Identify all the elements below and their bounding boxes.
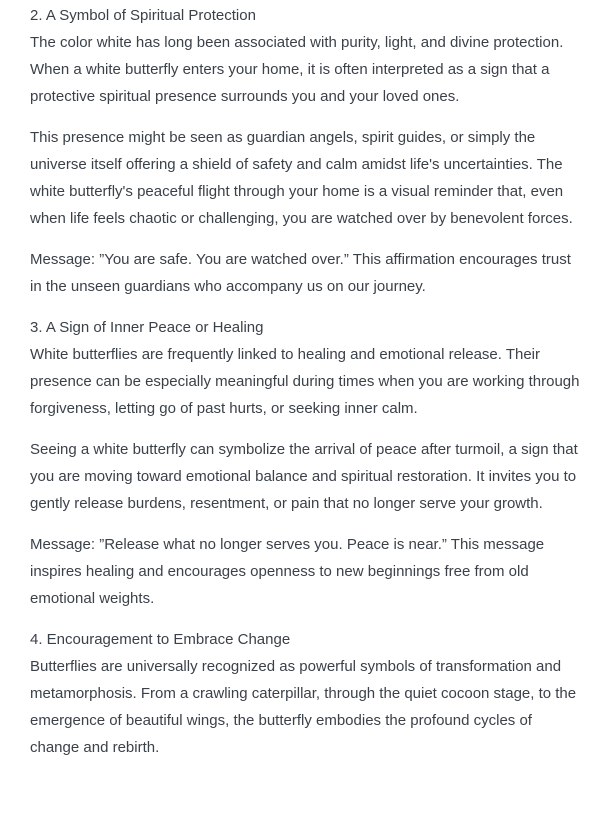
section-heading: 3. A Sign of Inner Peace or Healing [30, 319, 264, 336]
paragraph-message: Message: ”You are safe. You are watched over.” This affirmation encourages trust in the unseen guardians who accompany us on our journey. [30, 251, 571, 295]
section-heading: 2. A Symbol of Spiritual Protection [30, 7, 256, 24]
paragraph: Seeing a white butterfly can symbolize the arrival of peace after turmoil, a sign that you are moving toward emotional balance and spiritual restoration. It invites you to gently release burdens, resentment, or pain that no longer serve your growth. [30, 441, 578, 512]
section-spiritual-protection [30, 2, 580, 300]
paragraph: This presence might be seen as guardian angels, spirit guides, or simply the universe itself offering a shield of safety and calm amidst life's uncertainties. The white butterfly's peaceful flight through your home is a visual reminder that, even when life feels chaotic or challenging, you are watched over by benevolent forces. [30, 129, 573, 227]
paragraph: White butterflies are frequently linked to healing and emotional release. Their presence can be especially meaningful during times when you are working through forgiveness, letting go of past hurts, or seeking inner calm. [30, 346, 580, 417]
paragraph-message: Message: ”Release what no longer serves you. Peace is near.” This message inspires healing and encourages openness to new beginnings free from old emotional weights. [30, 536, 545, 607]
section-inner-peace-healing [30, 314, 580, 612]
paragraph: The color white has long been associated with purity, light, and divine protection. When a white butterfly enters your home, it is often interpreted as a sign that a protective spiritual presence surrounds you and your loved ones. [30, 34, 564, 105]
section-embrace-change [30, 626, 580, 761]
paragraph: Butterflies are universally recognized as powerful symbols of transformation and metamorphosis. From a crawling caterpillar, through the quiet cocoon stage, to the emergence of beautiful wings, the butterfly embodies the profound cycles of change and rebirth. [30, 658, 577, 756]
section-heading: 4. Encouragement to Embrace Change [30, 631, 291, 648]
